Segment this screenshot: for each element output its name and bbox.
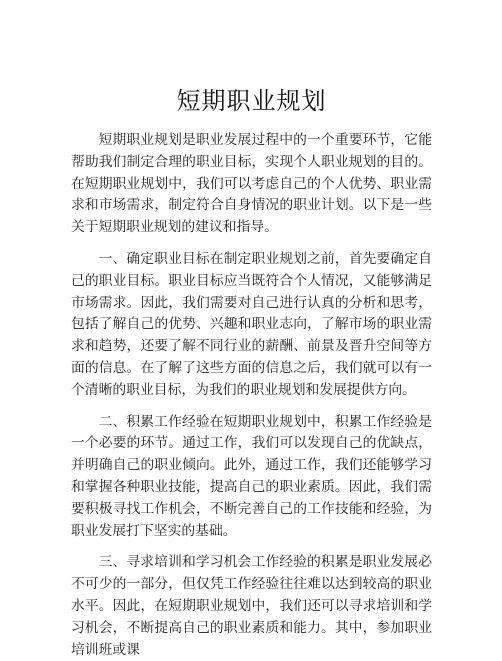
intro-paragraph: 短期职业规划是职业发展过程中的一个重要环节，它能帮助我们制定合理的职业目标，实现个人职业规划的目的。在短期职业规划中，我们可以考虑自己的个人优势、职业需求和市场需求，制定符合自身情况的职业计划。以下是一些关于短期职业规划的建议和指导。 — [71, 132, 432, 236]
section-two-paragraph: 二、积累工作经验在短期职业规划中，积累工作经验是一个必要的环节。通过工作，我们可以发现自己的优缺点，并明确自己的职业倾向。此外，通过工作，我们还能够学习和掌握各种职业技能，提高自己的职业素质。因此，我们需要积极寻找工作机会，不断完善自己的工作技能和经验，为职业发展打下坚实的基础。 — [71, 413, 432, 539]
section-one-paragraph: 一、确定职业目标在制定职业规划之前，首先要确定自己的职业目标。职业目标应当既符合个人情况，又能够满足市场需求。因此，我们需要对自己进行认真的分析和思考，包括了解自己的优势、兴趣和职业志向，了解市场的职业需求和趋势，还要了解不同行业的薪酬、前景及晋升空间等方面的信息。在了解了这些方面的信息之后，我们就可以有一个清晰的职业目标，为我们的职业规划和发展提供方向。 — [71, 250, 432, 398]
document-title: 短期职业规划 — [176, 87, 327, 115]
section-three-paragraph: 三、寻求培训和学习机会工作经验的积累是职业发展必不可少的一部分，但仅凭工作经验往往难以达到较高的职业水平。因此，在短期职业规划中，我们还可以寻求培训和学习机会，不断提高自己的职业素质和能力。其中，参加职业培训班或课 — [71, 554, 432, 658]
